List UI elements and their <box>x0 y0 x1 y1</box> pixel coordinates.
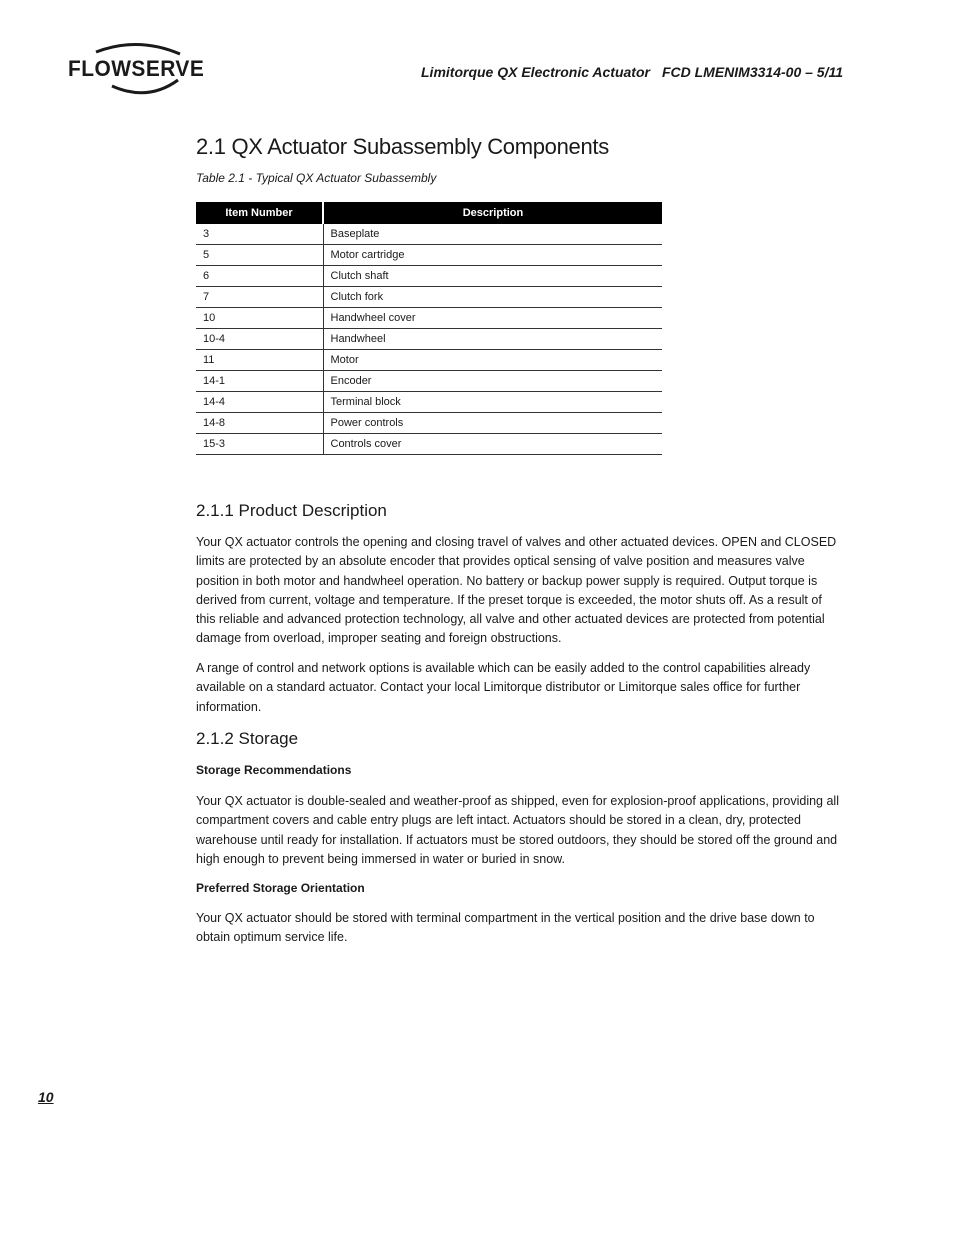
item-number-cell: 3 <box>196 224 323 245</box>
section-title: 2.1 QX Actuator Subassembly Components <box>196 134 609 159</box>
item-number-cell: 15-3 <box>196 434 323 455</box>
description-cell: Baseplate <box>323 224 662 245</box>
table-row <box>196 371 662 392</box>
product-description-paragraph-1: Your QX actuator controls the opening and closing travel of valves and other actuated devices. OPEN and CLOSED limits are protected by an absolute encoder that provides optical sensing of valve position and measures valve position in both motor and handwheel operation. No battery or backup power supply is required. Output torque is derived from current, voltage and temperature. If the preset torque is exceeded, the motor shuts off. As a result of this reliable and advanced protection technology, all valve and other actuated devices are protected from potential damage from overload, improper seating and foreign obstructions. <box>196 535 837 646</box>
item-number-cell: 7 <box>196 287 323 308</box>
storage-recommendations-subheading: Storage Recommendations <box>196 763 352 777</box>
item-number-cell: 14-4 <box>196 392 323 413</box>
storage-paragraph-2: Your QX actuator should be stored with terminal compartment in the vertical position and the drive base down to obtain optimum service life. <box>196 911 815 945</box>
item-number-cell: 5 <box>196 245 323 266</box>
flowserve-logo <box>68 42 208 96</box>
item-number-cell: 10-4 <box>196 329 323 350</box>
storage-paragraph-1: Your QX actuator is double-sealed and weather-proof as shipped, even for explosion-proof applications, providing all compartment covers and cable entry plugs are left intact. Actuators should be stored in a clean, dry, protected warehouse until ready for installation. If actuators must be stored outdoors, they should be stored off the ground and high enough to prevent being immersed in water or buried in snow. <box>196 794 839 866</box>
description-cell: Handwheel cover <box>323 308 662 329</box>
table-row <box>196 287 662 308</box>
description-cell: Encoder <box>323 371 662 392</box>
description-cell: Motor cartridge <box>323 245 662 266</box>
item-number-cell: 14-8 <box>196 413 323 434</box>
product-description-heading: 2.1.1 Product Description <box>196 501 387 520</box>
doc-title: Limitorque QX Electronic Actuator <box>421 64 650 80</box>
item-number-cell: 6 <box>196 266 323 287</box>
table-row <box>196 350 662 371</box>
table-row <box>196 224 662 245</box>
column-header-item-number: Item Number <box>196 202 323 224</box>
table-row <box>196 392 662 413</box>
table-row <box>196 245 662 266</box>
item-number-cell: 14-1 <box>196 371 323 392</box>
product-description-paragraph-2: A range of control and network options is available which can be easily added to the control capabilities already available on a standard actuator. Contact your local Limitorque distributor or Limitorque sales office for further information. <box>196 661 811 714</box>
description-cell: Controls cover <box>323 434 662 455</box>
table-caption: Table 2.1 - Typical QX Actuator Subassembly <box>196 171 437 185</box>
description-cell: Clutch shaft <box>323 266 662 287</box>
table-row <box>196 329 662 350</box>
item-number-cell: 11 <box>196 350 323 371</box>
description-cell: Terminal block <box>323 392 662 413</box>
item-number-cell: 10 <box>196 308 323 329</box>
storage-orientation-subheading: Preferred Storage Orientation <box>196 881 365 895</box>
table-row <box>196 308 662 329</box>
description-cell: Handwheel <box>323 329 662 350</box>
description-cell: Clutch fork <box>323 287 662 308</box>
description-cell: Power controls <box>323 413 662 434</box>
description-cell: Motor <box>323 350 662 371</box>
table-row <box>196 413 662 434</box>
column-header-description: Description <box>323 202 662 224</box>
table-header-row <box>196 202 662 224</box>
table-row <box>196 266 662 287</box>
table-row <box>196 434 662 455</box>
logo-wordmark: FLOWSERVE <box>68 56 205 81</box>
storage-heading: 2.1.2 Storage <box>196 729 299 748</box>
doc-code: FCD LMENIM3314-00 – 5/11 <box>661 64 843 80</box>
subassembly-table <box>196 202 662 455</box>
page-number: 10 <box>38 1089 54 1105</box>
running-header <box>421 64 843 80</box>
